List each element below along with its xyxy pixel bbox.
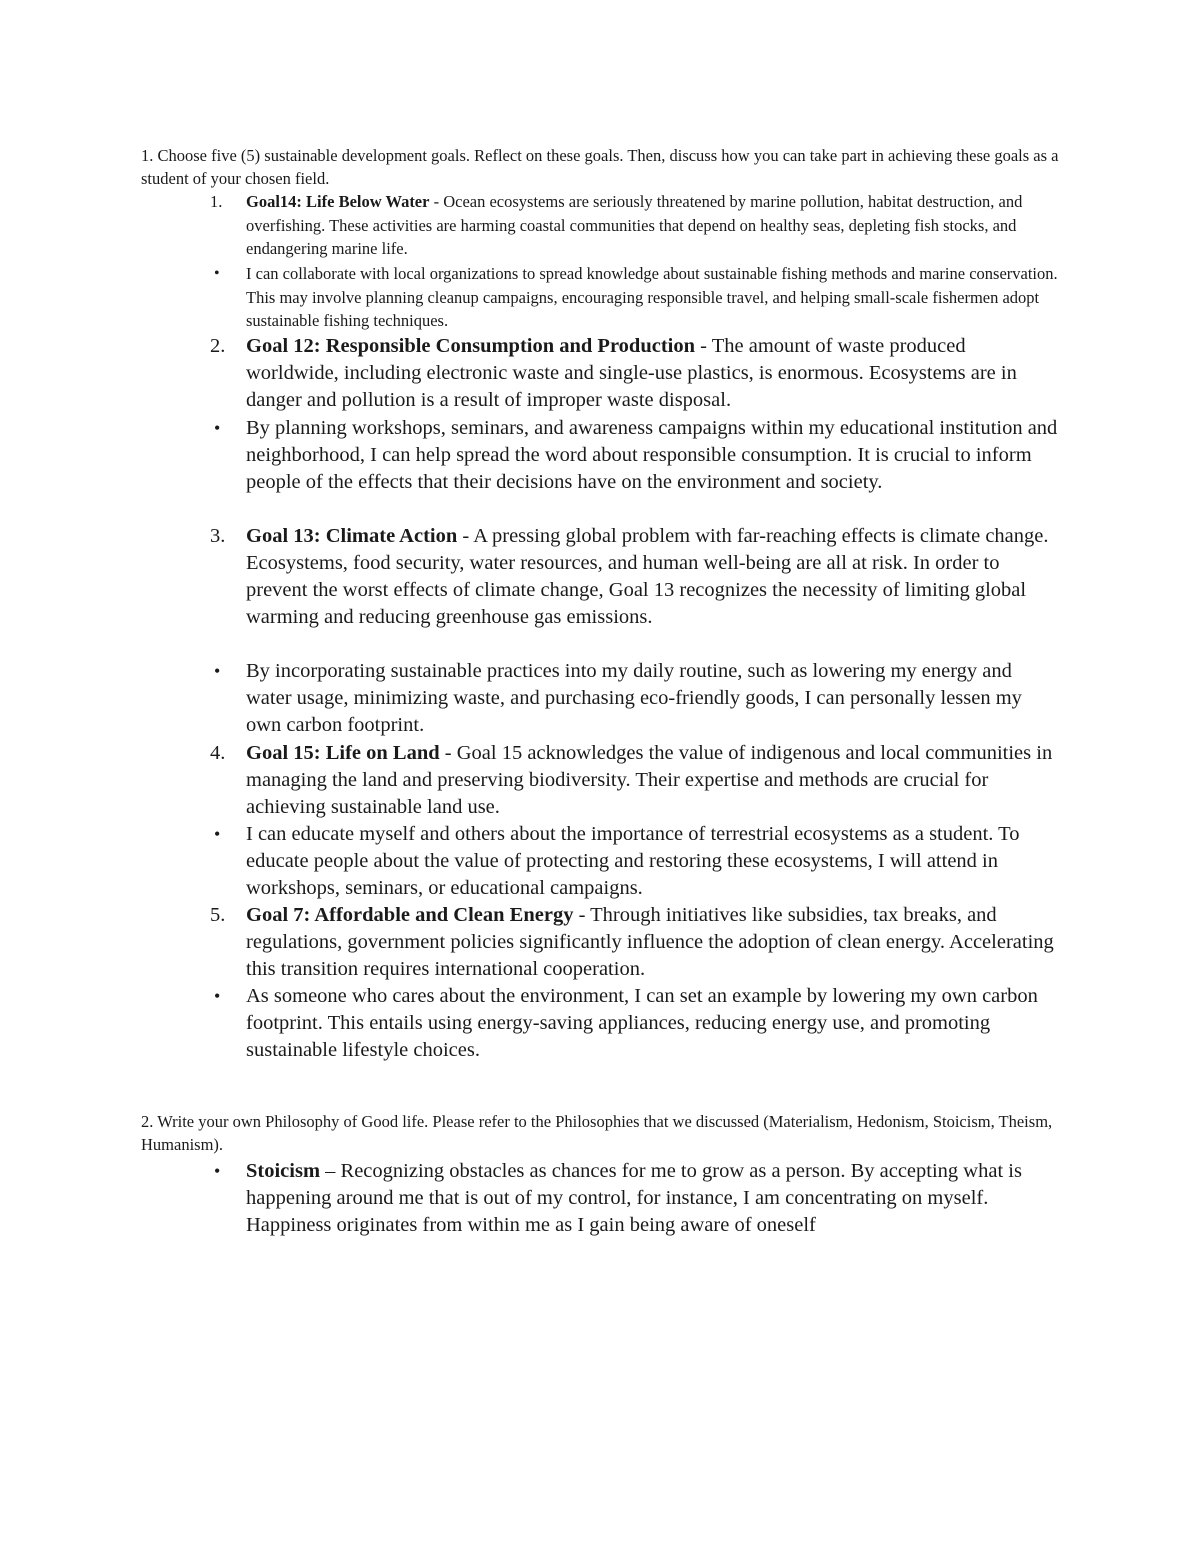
bullet-icon: • (214, 418, 221, 438)
goal-2-number: 2. (210, 335, 226, 357)
goal-2-description: - The amount of waste produced worldwide, including electronic waste and single-use plastics, is enormous. Ecosystems are in danger and pollution is a result of improper waste disposal. (246, 335, 1017, 411)
goal-3-number: 3. (210, 525, 226, 547)
goal-4-item (210, 740, 1061, 821)
goal-1-reflection-text: I can collaborate with local organizations to spread knowledge about sustainable fishing methods and marine conservation. This may involve planning cleanup campaigns, encouraging responsible travel, and helping small-scale fishermen adopt sustainable fishing techniques. (246, 264, 1058, 331)
goal-3-description: - A pressing global problem with far-reaching effects is climate change. Ecosystems, food security, water resources, and human well-being are all at risk. In order to prevent the worst effects of climate change, Goal 13 recognizes the necessity of limiting global warming and reducing greenhouse gas emissions. (246, 525, 1049, 628)
bullet-icon: • (214, 265, 220, 282)
goal-1-description: - Ocean ecosystems are seriously threatened by marine pollution, habitat destruction, and overfishing. These activities are harming coastal communities that depend on healthy seas, depleting fish stocks, and endangering marine life. (246, 192, 1023, 259)
goal-2-title: Goal 12: Responsible Consumption and Production (246, 335, 696, 357)
goal-3-item (210, 523, 1061, 631)
goal-3-reflection (214, 658, 1061, 739)
philosophy-answer-text: – Recognizing obstacles as chances for me to grow as a person. By accepting what is happening around me that is out of my control, for instance, I am concentrating on myself. Happiness originates from within me as I gain being aware of oneself (246, 1160, 1022, 1236)
goal-2-reflection-text: By planning workshops, seminars, and awareness campaigns within my educational institution and neighborhood, I can help spread the word about responsible consumption. It is crucial to inform people of the effects that their decisions have on the environment and society. (246, 417, 1058, 493)
bullet-icon: • (214, 824, 221, 844)
goal-5-item (210, 902, 1061, 983)
question-1-prompt: 1. Choose five (5) sustainable development goals. Reflect on these goals. Then, discuss how you can take part in achieving these goals as a student of your chosen field. (141, 146, 1059, 188)
question-2-prompt: 2. Write your own Philosophy of Good life. Please refer to the Philosophies that we discussed (Materialism, Hedonism, Stoicism, Theism, Humanism). (141, 1112, 1053, 1154)
bullet-icon: • (214, 1161, 221, 1181)
goal-1-reflection (214, 262, 1064, 333)
goal-5-title: Goal 7: Affordable and Clean Energy (246, 904, 574, 926)
goal-3-reflection-text: By incorporating sustainable practices into my daily routine, such as lowering my energy and water usage, minimizing waste, and purchasing eco-friendly goods, I can personally lessen my own carbon footprint. (246, 660, 1022, 736)
goal-4-number: 4. (210, 742, 226, 764)
goal-1-title: Goal14: Life Below Water (246, 192, 430, 211)
goal-5-reflection-text: As someone who cares about the environment, I can set an example by lowering my own carbon footprint. This entails using energy-saving appliances, reducing energy use, and promoting sustainable lifestyle choices. (246, 985, 1038, 1061)
goal-5-reflection (214, 983, 1061, 1064)
bullet-icon: • (214, 986, 221, 1006)
bullet-icon: • (214, 661, 221, 681)
goal-4-description: - Goal 15 acknowledges the value of indigenous and local communities in managing the land and preserving biodiversity. Their expertise and methods are crucial for achieving sustainable land use. (246, 742, 1053, 818)
goal-3-title: Goal 13: Climate Action (246, 525, 458, 547)
goal-4-title: Goal 15: Life on Land (246, 742, 440, 764)
goal-4-reflection-text: I can educate myself and others about the importance of terrestrial ecosystems as a student. To educate people about the value of protecting and restoring these ecosystems, I will attend in workshops, seminars, or educational campaigns. (246, 823, 1020, 899)
goal-4-reflection (214, 821, 1061, 902)
goal-2-reflection (214, 415, 1061, 496)
goal-5-description: - Through initiatives like subsidies, tax breaks, and regulations, government policies significantly influence the adoption of clean energy. Accelerating this transition requires international cooperation. (246, 904, 1054, 980)
goal-2-item (210, 333, 1061, 414)
goal-1-item (210, 190, 1064, 261)
philosophy-answer (214, 1158, 1061, 1239)
goal-5-number: 5. (210, 904, 226, 926)
goal-1-number: 1. (210, 192, 223, 211)
philosophy-answer-title: Stoicism (246, 1160, 321, 1182)
